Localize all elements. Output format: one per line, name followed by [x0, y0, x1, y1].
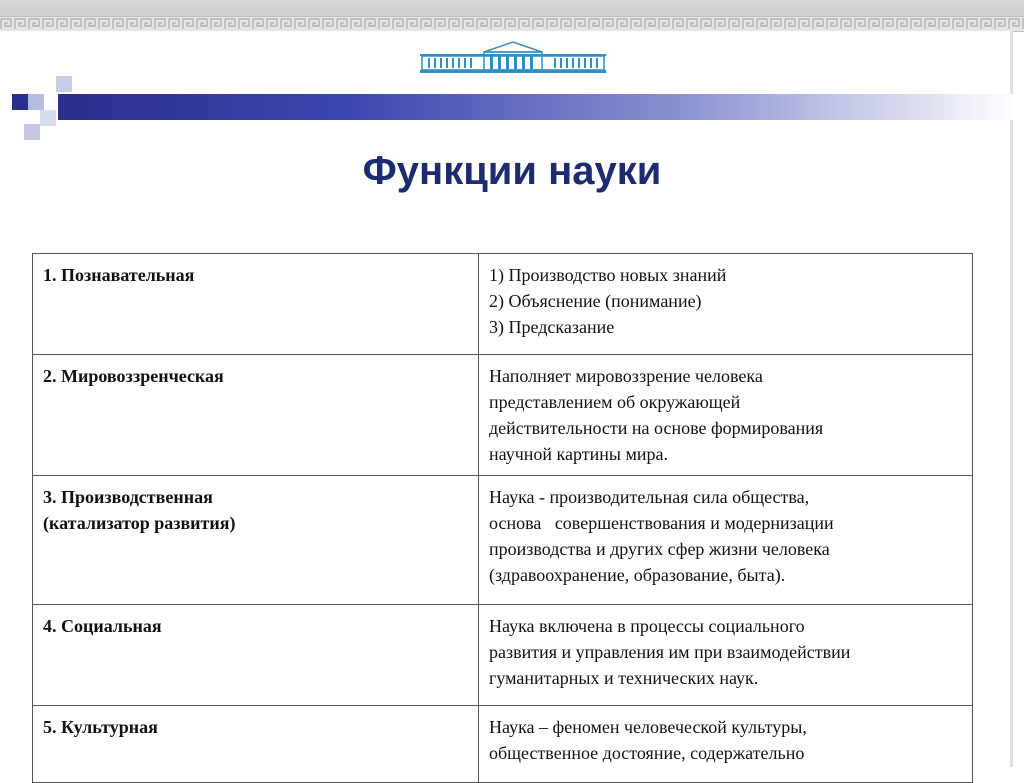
- function-description: [479, 706, 973, 783]
- desc-line: основа совершенствования и модернизации: [489, 513, 834, 533]
- greek-key-pattern: [0, 17, 1024, 31]
- desc-line: общественное достояние, содержательно: [489, 743, 805, 763]
- desc-line: 2) Объяснение (понимание): [489, 291, 702, 311]
- desc-line: действительности на основе формирования: [489, 418, 824, 438]
- desc-line: Наполняет мировоззрение человека: [489, 366, 763, 386]
- table-row: [33, 355, 973, 476]
- function-description: [479, 476, 973, 605]
- desc-line: 3) Предсказание: [489, 317, 615, 337]
- function-name: 1. Познавательная: [33, 254, 479, 355]
- table-row: [33, 254, 973, 355]
- function-description: [479, 355, 973, 476]
- desc-line: представлением об окружающей: [489, 392, 741, 412]
- desc-line: (здравоохранение, образование, быта).: [489, 565, 786, 585]
- table-row: [33, 706, 973, 783]
- desc-line: 1) Производство новых знаний: [489, 265, 727, 285]
- desc-line: гуманитарных и технических наук.: [489, 668, 759, 688]
- university-building-logo: [420, 40, 606, 74]
- deco-square: [40, 110, 56, 126]
- desc-line: научной картины мира.: [489, 444, 668, 464]
- title-gradient-bar: [58, 94, 1018, 120]
- function-name: 5. Культурная: [33, 706, 479, 783]
- deco-square: [56, 76, 72, 92]
- desc-line: Наука – феномен человеческой культуры,: [489, 717, 807, 737]
- functions-table: [32, 253, 973, 783]
- greek-key-border: [0, 16, 1024, 32]
- function-description: [479, 254, 973, 355]
- desc-line: Наука включена в процессы социального: [489, 616, 805, 636]
- deco-square: [12, 94, 28, 110]
- function-description: [479, 605, 973, 706]
- function-name: [33, 476, 479, 605]
- table-row: [33, 605, 973, 706]
- function-name: 4. Социальная: [33, 605, 479, 706]
- deco-square: [24, 124, 40, 140]
- name-line: (катализатор развития): [43, 513, 236, 533]
- desc-line: развития и управления им при взаимодействии: [489, 642, 851, 662]
- desc-line: Наука - производительная сила общества,: [489, 487, 810, 507]
- function-name: 2. Мировоззренческая: [33, 355, 479, 476]
- name-line: 3. Производственная: [43, 487, 213, 507]
- desc-line: производства и других сфер жизни человека: [489, 539, 830, 559]
- deco-square: [28, 94, 44, 110]
- slide-title: Функции науки: [362, 149, 662, 193]
- top-strip: [0, 0, 1024, 16]
- table-row: [33, 476, 973, 605]
